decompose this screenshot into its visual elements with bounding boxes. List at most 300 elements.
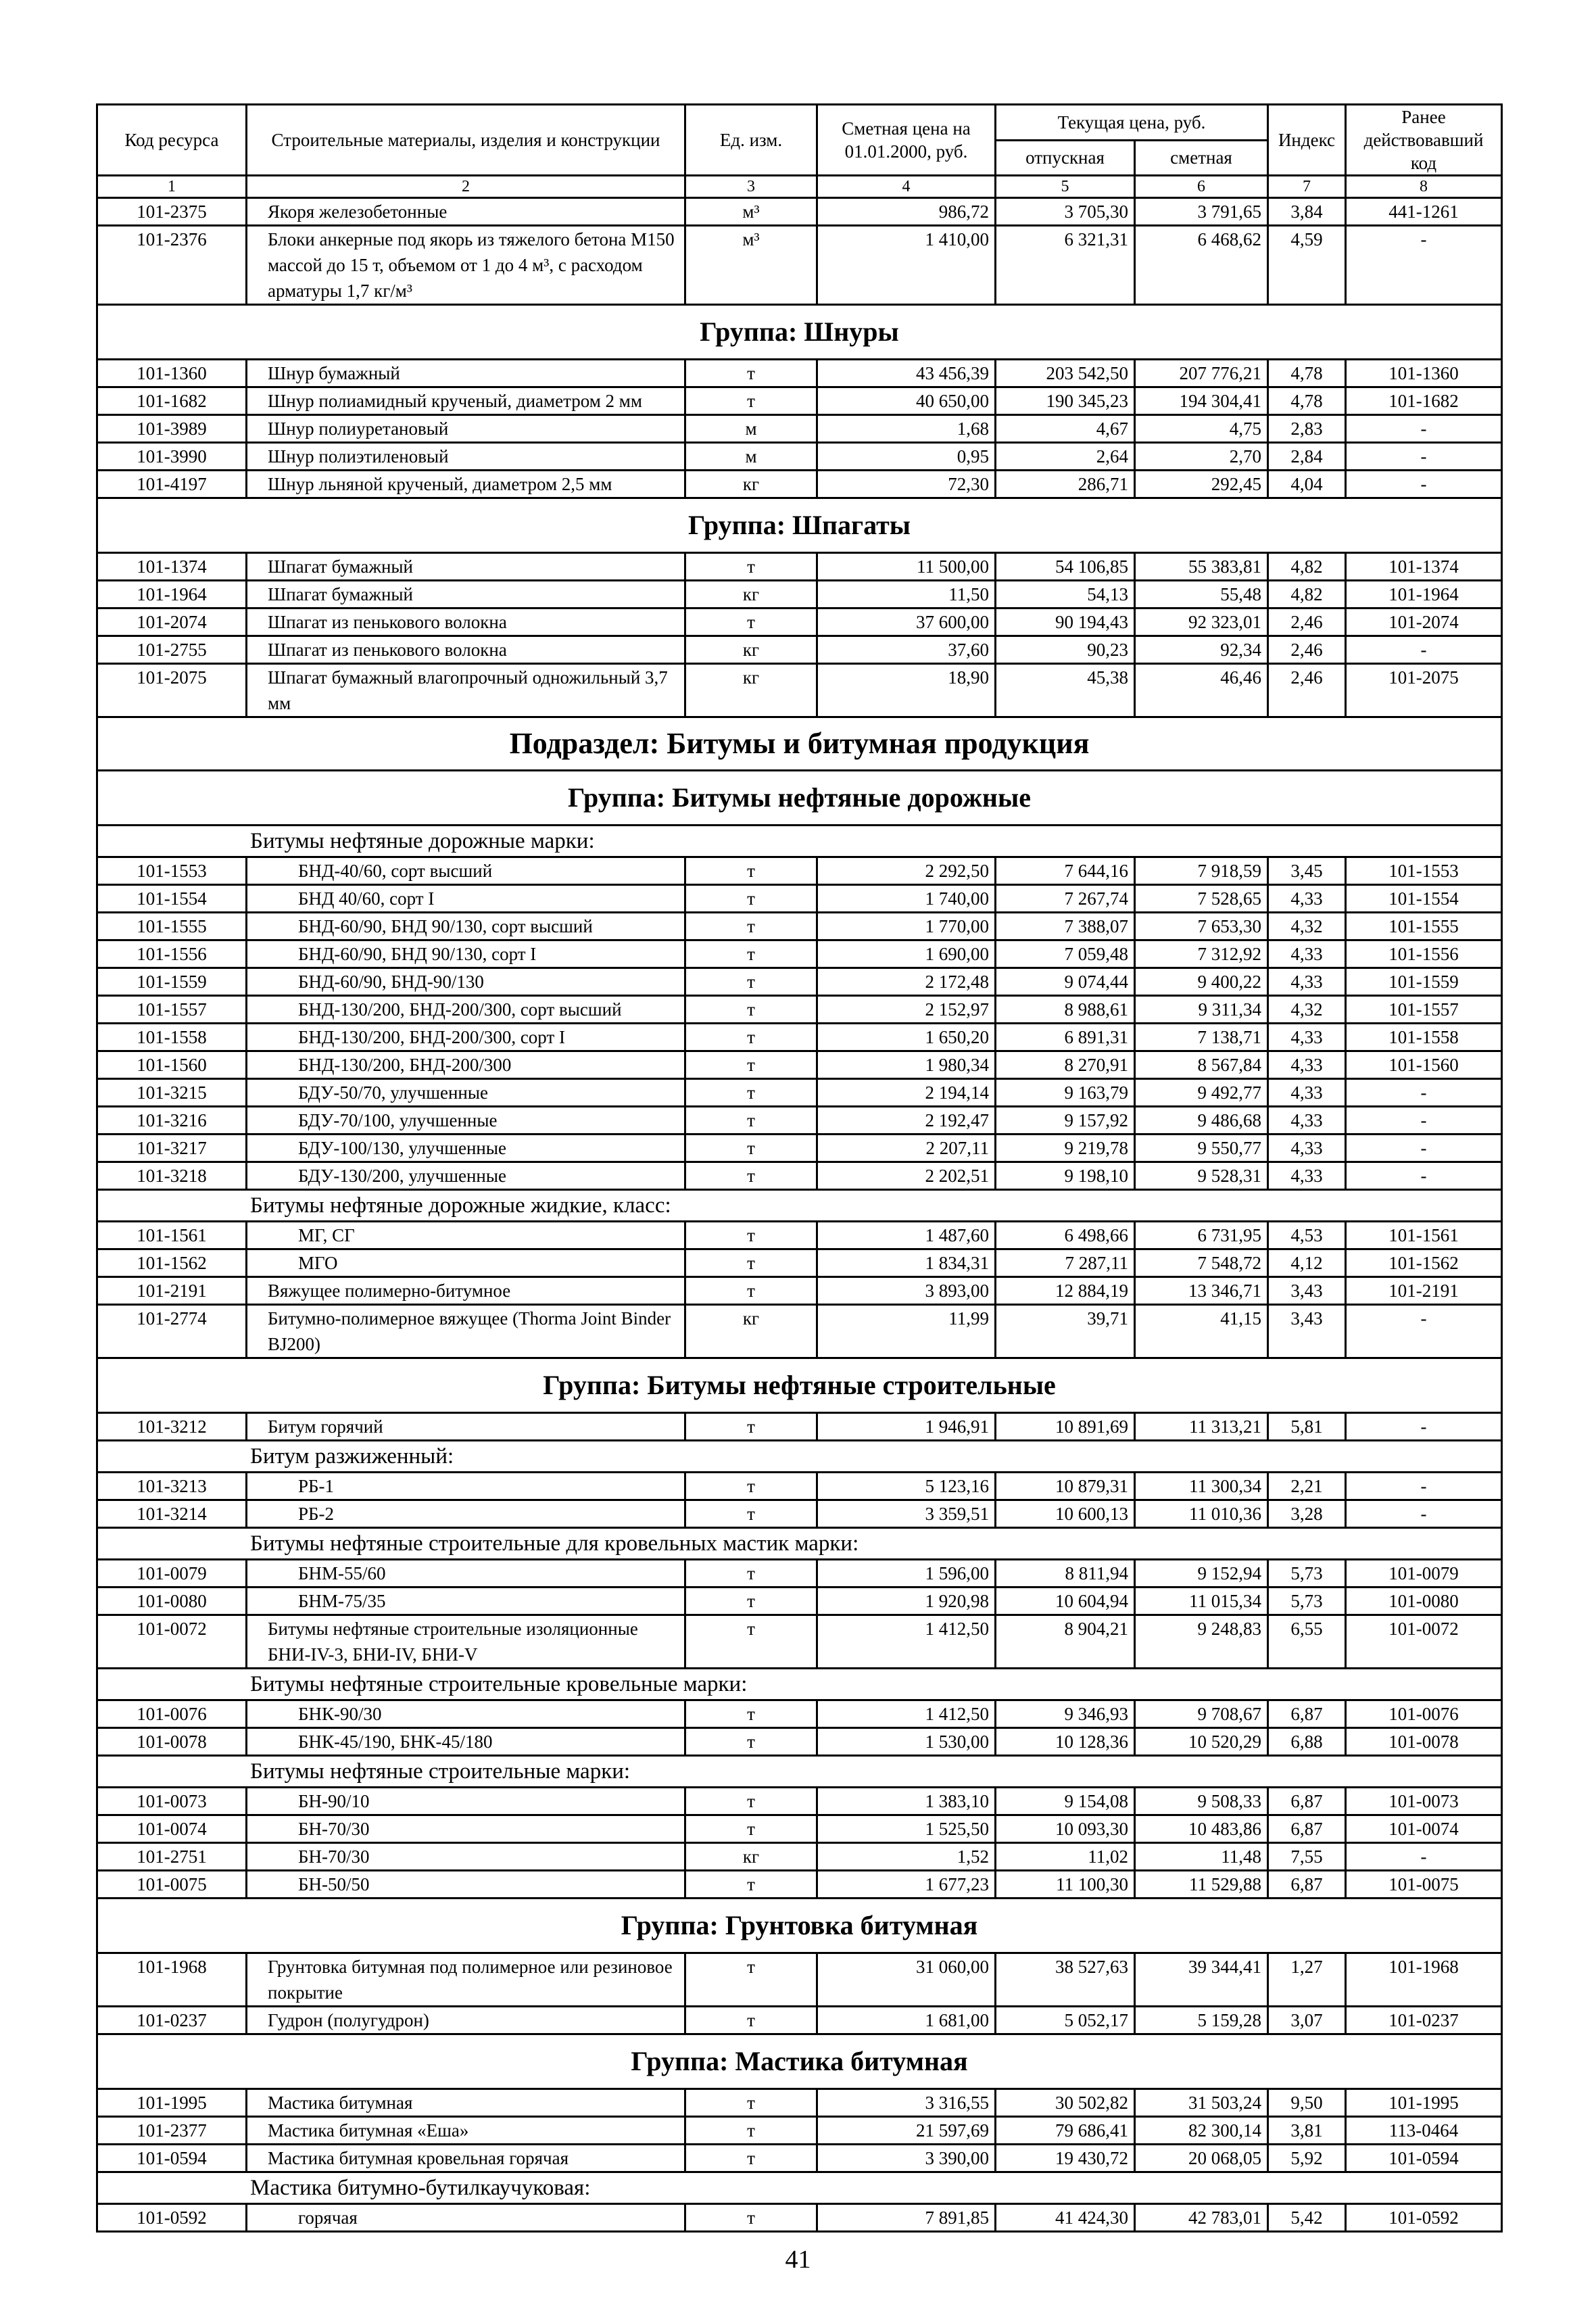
release-price-cell: 8 904,21: [996, 1615, 1135, 1669]
resource-code: 101-3990: [97, 443, 247, 471]
estimate-price-cell: 11 300,34: [1135, 1473, 1268, 1500]
resource-code: 101-0074: [97, 1815, 247, 1843]
unit-cell: кг: [685, 636, 817, 664]
release-price-cell: 54 106,85: [996, 553, 1135, 581]
table-row: [97, 387, 1502, 415]
base-price-cell: 1 410,00: [817, 226, 996, 305]
prev-code-cell: -: [1346, 1413, 1502, 1441]
index-cell: 6,55: [1268, 1615, 1346, 1669]
base-price-cell: 2 192,47: [817, 1107, 996, 1135]
unit-cell: т: [685, 1051, 817, 1079]
subgroup-heading-row: [97, 1669, 1502, 1700]
estimate-price-cell: 41,15: [1135, 1305, 1268, 1358]
index-cell: 3,81: [1268, 2117, 1346, 2145]
prev-code-cell: 113-0464: [1346, 2117, 1502, 2145]
base-price-cell: 2 202,51: [817, 1162, 996, 1190]
material-name: МГО: [247, 1249, 685, 1277]
table-row: [97, 1700, 1502, 1728]
table-row: [97, 581, 1502, 608]
group-heading-row: [97, 1899, 1502, 1953]
release-price-cell: 19 430,72: [996, 2145, 1135, 2172]
unit-cell: м: [685, 443, 817, 471]
price-table: [96, 103, 1503, 2233]
prev-code-cell: 101-1968: [1346, 1953, 1502, 2007]
estimate-price-cell: 31 503,24: [1135, 2089, 1268, 2117]
group-heading-row: [97, 305, 1502, 360]
subsection-heading-row: [97, 717, 1502, 771]
estimate-price-cell: 7 138,71: [1135, 1024, 1268, 1051]
estimate-price-cell: 11,48: [1135, 1843, 1268, 1871]
subgroup-heading-row: [97, 1441, 1502, 1473]
release-price-cell: 12 884,19: [996, 1277, 1135, 1305]
material-name: БН-90/10: [247, 1788, 685, 1815]
base-price-cell: 31 060,00: [817, 1953, 996, 2007]
resource-code: 101-4197: [97, 471, 247, 498]
material-name: БН-50/50: [247, 1871, 685, 1899]
base-price-cell: 1 677,23: [817, 1871, 996, 1899]
material-name: горячая: [247, 2204, 685, 2232]
table-row: [97, 1222, 1502, 1249]
column-number: 3: [685, 176, 817, 198]
estimate-price-cell: 11 313,21: [1135, 1413, 1268, 1441]
table-row: [97, 1953, 1502, 2007]
prev-code-cell: 441-1261: [1346, 198, 1502, 226]
table-row: [97, 1473, 1502, 1500]
release-price-cell: 30 502,82: [996, 2089, 1135, 2117]
table-row: [97, 1728, 1502, 1756]
release-price-cell: 9 219,78: [996, 1135, 1135, 1162]
prev-code-cell: -: [1346, 443, 1502, 471]
unit-cell: т: [685, 885, 817, 913]
column-number: 4: [817, 176, 996, 198]
release-price-cell: 8 811,94: [996, 1560, 1135, 1588]
index-cell: 6,87: [1268, 1871, 1346, 1899]
index-cell: 4,33: [1268, 1162, 1346, 1190]
resource-code: 101-1968: [97, 1953, 247, 2007]
subgroup-heading-row: [97, 1756, 1502, 1788]
release-price-cell: 79 686,41: [996, 2117, 1135, 2145]
resource-code: 101-0592: [97, 2204, 247, 2232]
subgroup-title: Битумы нефтяные строительные марки:: [97, 1756, 1502, 1788]
table-body: [97, 198, 1502, 2232]
resource-code: 101-1553: [97, 857, 247, 885]
table-row: [97, 1413, 1502, 1441]
header-unit: Ед. изм.: [685, 105, 817, 176]
table-header: [97, 105, 1502, 198]
resource-code: 101-1559: [97, 968, 247, 996]
release-price-cell: 11 100,30: [996, 1871, 1135, 1899]
base-price-cell: 1 383,10: [817, 1788, 996, 1815]
estimate-price-cell: 9 550,77: [1135, 1135, 1268, 1162]
prev-code-cell: -: [1346, 1305, 1502, 1358]
release-price-cell: 10 600,13: [996, 1500, 1135, 1528]
resource-code: 101-3212: [97, 1413, 247, 1441]
unit-cell: кг: [685, 581, 817, 608]
release-price-cell: 2,64: [996, 443, 1135, 471]
group-title: Группа: Шпагаты: [97, 498, 1502, 553]
base-price-cell: 21 597,69: [817, 2117, 996, 2145]
index-cell: 4,78: [1268, 360, 1346, 387]
release-price-cell: 38 527,63: [996, 1953, 1135, 2007]
resource-code: 101-2774: [97, 1305, 247, 1358]
release-price-cell: 10 604,94: [996, 1588, 1135, 1615]
group-title: Группа: Шнуры: [97, 305, 1502, 360]
column-number: 7: [1268, 176, 1346, 198]
base-price-cell: 72,30: [817, 471, 996, 498]
column-number: 5: [996, 176, 1135, 198]
index-cell: 4,33: [1268, 1051, 1346, 1079]
resource-code: 101-3216: [97, 1107, 247, 1135]
group-heading-row: [97, 771, 1502, 826]
table-row: [97, 1615, 1502, 1669]
unit-cell: кг: [685, 471, 817, 498]
table-row: [97, 1024, 1502, 1051]
material-name: БНК-45/190, БНК-45/180: [247, 1728, 685, 1756]
prev-code-cell: -: [1346, 1843, 1502, 1871]
index-cell: 4,33: [1268, 968, 1346, 996]
unit-cell: т: [685, 857, 817, 885]
prev-code-cell: 101-2075: [1346, 664, 1502, 717]
prev-code-cell: 101-1559: [1346, 968, 1502, 996]
estimate-price-cell: 7 312,92: [1135, 940, 1268, 968]
unit-cell: т: [685, 1560, 817, 1588]
material-name: БНД-60/90, БНД 90/130, сорт высший: [247, 913, 685, 940]
material-name: МГ, СГ: [247, 1222, 685, 1249]
estimate-price-cell: 10 520,29: [1135, 1728, 1268, 1756]
prev-code-cell: -: [1346, 226, 1502, 305]
material-name: Битумно-полимерное вяжущее (Thorma Joint Binder BJ200): [247, 1305, 685, 1358]
unit-cell: т: [685, 940, 817, 968]
header-code: Код ресурса: [97, 105, 247, 176]
base-price-cell: 1 980,34: [817, 1051, 996, 1079]
base-price-cell: 2 194,14: [817, 1079, 996, 1107]
material-name: БНД-40/60, сорт высший: [247, 857, 685, 885]
index-cell: 2,84: [1268, 443, 1346, 471]
index-cell: 4,33: [1268, 1107, 1346, 1135]
table-row: [97, 1588, 1502, 1615]
estimate-price-cell: 8 567,84: [1135, 1051, 1268, 1079]
table-row: [97, 360, 1502, 387]
material-name: БНД-130/200, БНД-200/300: [247, 1051, 685, 1079]
unit-cell: т: [685, 1249, 817, 1277]
resource-code: 101-1555: [97, 913, 247, 940]
estimate-price-cell: 7 918,59: [1135, 857, 1268, 885]
table-row: [97, 913, 1502, 940]
estimate-price-cell: 92 323,01: [1135, 608, 1268, 636]
base-price-cell: 1 946,91: [817, 1413, 996, 1441]
material-name: Шнур бумажный: [247, 360, 685, 387]
material-name: Мастика битумная «Еша»: [247, 2117, 685, 2145]
resource-code: 101-0073: [97, 1788, 247, 1815]
index-cell: 4,33: [1268, 1079, 1346, 1107]
index-cell: 3,28: [1268, 1500, 1346, 1528]
material-name: РБ-1: [247, 1473, 685, 1500]
release-price-cell: 8 270,91: [996, 1051, 1135, 1079]
release-price-cell: 9 163,79: [996, 1079, 1135, 1107]
resource-code: 101-1561: [97, 1222, 247, 1249]
release-price-cell: 90 194,43: [996, 608, 1135, 636]
base-price-cell: 40 650,00: [817, 387, 996, 415]
prev-code-cell: 101-1558: [1346, 1024, 1502, 1051]
subgroup-heading-row: [97, 2172, 1502, 2204]
estimate-price-cell: 92,34: [1135, 636, 1268, 664]
material-name: Битумы нефтяные строительные изоляционные БНИ-IV-3, БНИ-IV, БНИ-V: [247, 1615, 685, 1669]
unit-cell: т: [685, 968, 817, 996]
estimate-price-cell: 9 528,31: [1135, 1162, 1268, 1190]
index-cell: 2,21: [1268, 1473, 1346, 1500]
estimate-price-cell: 9 400,22: [1135, 968, 1268, 996]
unit-cell: кг: [685, 664, 817, 717]
table-row: [97, 2007, 1502, 2034]
unit-cell: т: [685, 2007, 817, 2034]
prev-code-cell: -: [1346, 1473, 1502, 1500]
resource-code: 101-0078: [97, 1728, 247, 1756]
subgroup-heading-row: [97, 1190, 1502, 1222]
group-heading-row: [97, 498, 1502, 553]
estimate-price-cell: 6 468,62: [1135, 226, 1268, 305]
release-price-cell: 9 346,93: [996, 1700, 1135, 1728]
estimate-price-cell: 11 529,88: [1135, 1871, 1268, 1899]
column-number: 8: [1346, 176, 1502, 198]
header-index: Индекс: [1268, 105, 1346, 176]
estimate-price-cell: 9 492,77: [1135, 1079, 1268, 1107]
prev-code-cell: 101-1561: [1346, 1222, 1502, 1249]
unit-cell: т: [685, 1953, 817, 2007]
base-price-cell: 1 525,50: [817, 1815, 996, 1843]
unit-cell: кг: [685, 1305, 817, 1358]
material-name: Шнур льняной крученый, диаметром 2,5 мм: [247, 471, 685, 498]
unit-cell: т: [685, 608, 817, 636]
column-number: 6: [1135, 176, 1268, 198]
base-price-cell: 1 834,31: [817, 1249, 996, 1277]
base-price-cell: 18,90: [817, 664, 996, 717]
release-price-cell: 10 879,31: [996, 1473, 1135, 1500]
estimate-price-cell: 10 483,86: [1135, 1815, 1268, 1843]
estimate-price-cell: 9 708,67: [1135, 1700, 1268, 1728]
unit-cell: т: [685, 1500, 817, 1528]
index-cell: 2,46: [1268, 608, 1346, 636]
release-price-cell: 4,67: [996, 415, 1135, 443]
index-cell: 4,33: [1268, 885, 1346, 913]
unit-cell: т: [685, 1815, 817, 1843]
table-row: [97, 1843, 1502, 1871]
table-row: [97, 996, 1502, 1024]
estimate-price-cell: 9 248,83: [1135, 1615, 1268, 1669]
unit-cell: т: [685, 2089, 817, 2117]
base-price-cell: 1 770,00: [817, 913, 996, 940]
index-cell: 6,87: [1268, 1815, 1346, 1843]
base-price-cell: 1 530,00: [817, 1728, 996, 1756]
unit-cell: т: [685, 1277, 817, 1305]
material-name: БДУ-100/130, улучшенные: [247, 1135, 685, 1162]
prev-code-cell: 101-0074: [1346, 1815, 1502, 1843]
material-name: БНД-130/200, БНД-200/300, сорт I: [247, 1024, 685, 1051]
index-cell: 5,92: [1268, 2145, 1346, 2172]
prev-code-cell: 101-1555: [1346, 913, 1502, 940]
material-name: Грунтовка битумная под полимерное или резиновое покрытие: [247, 1953, 685, 2007]
base-price-cell: 2 152,97: [817, 996, 996, 1024]
index-cell: 3,43: [1268, 1277, 1346, 1305]
resource-code: 101-1995: [97, 2089, 247, 2117]
resource-code: 101-0075: [97, 1871, 247, 1899]
unit-cell: т: [685, 1588, 817, 1615]
index-cell: 3,07: [1268, 2007, 1346, 2034]
prev-code-cell: -: [1346, 636, 1502, 664]
resource-code: 101-2751: [97, 1843, 247, 1871]
estimate-price-cell: 11 010,36: [1135, 1500, 1268, 1528]
release-price-cell: 45,38: [996, 664, 1135, 717]
index-cell: 6,87: [1268, 1700, 1346, 1728]
prev-code-cell: 101-0075: [1346, 1871, 1502, 1899]
release-price-cell: 6 891,31: [996, 1024, 1135, 1051]
header-release-price: отпускная: [996, 140, 1135, 176]
resource-code: 101-2375: [97, 198, 247, 226]
estimate-price-cell: 20 068,05: [1135, 2145, 1268, 2172]
estimate-price-cell: 2,70: [1135, 443, 1268, 471]
base-price-cell: 2 292,50: [817, 857, 996, 885]
release-price-cell: 7 287,11: [996, 1249, 1135, 1277]
table-row: [97, 1079, 1502, 1107]
subgroup-title: Битум разжиженный:: [97, 1441, 1502, 1473]
base-price-cell: 3 390,00: [817, 2145, 996, 2172]
unit-cell: т: [685, 1788, 817, 1815]
table-row: [97, 2089, 1502, 2117]
group-title: Группа: Мастика битумная: [97, 2034, 1502, 2089]
unit-cell: м³: [685, 226, 817, 305]
index-cell: 5,73: [1268, 1588, 1346, 1615]
group-title: Группа: Битумы нефтяные строительные: [97, 1358, 1502, 1413]
estimate-price-cell: 6 731,95: [1135, 1222, 1268, 1249]
base-price-cell: 2 172,48: [817, 968, 996, 996]
table-row: [97, 857, 1502, 885]
index-cell: 4,33: [1268, 940, 1346, 968]
subgroup-heading-row: [97, 1528, 1502, 1560]
table-row: [97, 1305, 1502, 1358]
estimate-price-cell: 292,45: [1135, 471, 1268, 498]
prev-code-cell: 101-1554: [1346, 885, 1502, 913]
release-price-cell: 190 345,23: [996, 387, 1135, 415]
estimate-price-cell: 4,75: [1135, 415, 1268, 443]
unit-cell: м: [685, 415, 817, 443]
index-cell: 4,33: [1268, 1135, 1346, 1162]
subgroup-heading-row: [97, 826, 1502, 857]
table-row: [97, 1815, 1502, 1843]
base-price-cell: 5 123,16: [817, 1473, 996, 1500]
release-price-cell: 7 388,07: [996, 913, 1135, 940]
table-row: [97, 471, 1502, 498]
release-price-cell: 286,71: [996, 471, 1135, 498]
release-price-cell: 7 644,16: [996, 857, 1135, 885]
resource-code: 101-3989: [97, 415, 247, 443]
unit-cell: т: [685, 1728, 817, 1756]
resource-code: 101-1562: [97, 1249, 247, 1277]
base-price-cell: 43 456,39: [817, 360, 996, 387]
base-price-cell: 1 412,50: [817, 1615, 996, 1669]
material-name: Шнур полиамидный крученый, диаметром 2 мм: [247, 387, 685, 415]
release-price-cell: 8 988,61: [996, 996, 1135, 1024]
table-row: [97, 968, 1502, 996]
material-name: Блоки анкерные под якорь из тяжелого бетона М150 массой до 15 т, объемом от 1 до 4 м³, с расходом арматуры 1,7 кг/м³: [247, 226, 685, 305]
release-price-cell: 90,23: [996, 636, 1135, 664]
index-cell: 2,83: [1268, 415, 1346, 443]
prev-code-cell: 101-0237: [1346, 2007, 1502, 2034]
material-name: БНД-60/90, БНД 90/130, сорт I: [247, 940, 685, 968]
index-cell: 5,81: [1268, 1413, 1346, 1441]
material-name: БНК-90/30: [247, 1700, 685, 1728]
base-price-cell: 3 359,51: [817, 1500, 996, 1528]
subgroup-title: Битумы нефтяные строительные для кровельных мастик марки:: [97, 1528, 1502, 1560]
release-price-cell: 9 074,44: [996, 968, 1135, 996]
prev-code-cell: 101-0080: [1346, 1588, 1502, 1615]
table-row: [97, 636, 1502, 664]
resource-code: 101-3213: [97, 1473, 247, 1500]
material-name: Шпагат из пенькового волокна: [247, 636, 685, 664]
table-row: [97, 2204, 1502, 2232]
table-row: [97, 1135, 1502, 1162]
material-name: БНД-60/90, БНД-90/130: [247, 968, 685, 996]
table-row: [97, 664, 1502, 717]
material-name: Мастика битумная кровельная горячая: [247, 2145, 685, 2172]
estimate-price-cell: 55 383,81: [1135, 553, 1268, 581]
material-name: БНМ-55/60: [247, 1560, 685, 1588]
subgroup-title: Мастика битумно-бутилкаучуковая:: [97, 2172, 1502, 2204]
price-table-container: [96, 103, 1501, 2233]
base-price-cell: 1 681,00: [817, 2007, 996, 2034]
base-price-cell: 0,95: [817, 443, 996, 471]
header-base-price: Сметная цена на 01.01.2000, руб.: [817, 105, 996, 176]
table-row: [97, 885, 1502, 913]
index-cell: 2,46: [1268, 664, 1346, 717]
prev-code-cell: 101-1682: [1346, 387, 1502, 415]
prev-code-cell: -: [1346, 1500, 1502, 1528]
release-price-cell: 7 059,48: [996, 940, 1135, 968]
material-name: БН-70/30: [247, 1843, 685, 1871]
table-row: [97, 1277, 1502, 1305]
prev-code-cell: 101-0073: [1346, 1788, 1502, 1815]
base-price-cell: 986,72: [817, 198, 996, 226]
prev-code-cell: 101-0594: [1346, 2145, 1502, 2172]
resource-code: 101-1964: [97, 581, 247, 608]
base-price-cell: 1 487,60: [817, 1222, 996, 1249]
unit-cell: т: [685, 2204, 817, 2232]
unit-cell: кг: [685, 1843, 817, 1871]
estimate-price-cell: 9 311,34: [1135, 996, 1268, 1024]
page-number: 41: [785, 2245, 811, 2274]
unit-cell: м³: [685, 198, 817, 226]
index-cell: 3,43: [1268, 1305, 1346, 1358]
estimate-price-cell: 194 304,41: [1135, 387, 1268, 415]
resource-code: 101-0594: [97, 2145, 247, 2172]
table-row: [97, 553, 1502, 581]
prev-code-cell: 101-0078: [1346, 1728, 1502, 1756]
resource-code: 101-3217: [97, 1135, 247, 1162]
group-heading-row: [97, 1358, 1502, 1413]
unit-cell: т: [685, 1871, 817, 1899]
index-cell: 6,88: [1268, 1728, 1346, 1756]
resource-code: 101-1374: [97, 553, 247, 581]
column-numbers-row: [97, 176, 1502, 198]
material-name: Шпагат бумажный: [247, 553, 685, 581]
header-current-price: Текущая цена, руб.: [996, 105, 1268, 141]
unit-cell: т: [685, 913, 817, 940]
group-title: Группа: Битумы нефтяные дорожные: [97, 771, 1502, 826]
prev-code-cell: -: [1346, 1079, 1502, 1107]
estimate-price-cell: 7 548,72: [1135, 1249, 1268, 1277]
estimate-price-cell: 5 159,28: [1135, 2007, 1268, 2034]
table-row: [97, 415, 1502, 443]
estimate-price-cell: 46,46: [1135, 664, 1268, 717]
subgroup-title: Битумы нефтяные дорожные жидкие, класс:: [97, 1190, 1502, 1222]
